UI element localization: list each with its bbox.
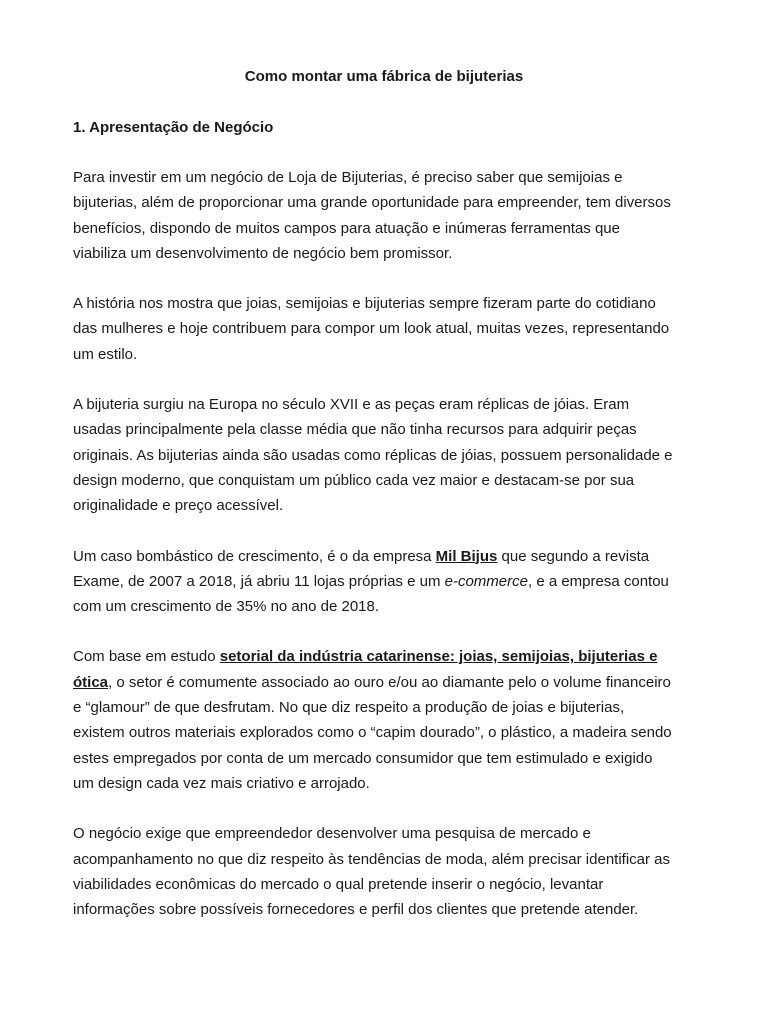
paragraph-line: O negócio exige que empreendedor desenvolver uma pesquisa de mercado e: [73, 825, 591, 843]
paragraph-line: e “glamour” de que desfrutam. No que diz respeito a produção de joias e bijuterias,: [73, 699, 625, 717]
text-run: Um caso bombástico de crescimento, é o da empresa: [73, 547, 436, 565]
study-link[interactable]: setorial da indústria catarinense: joias, semijoias, bijuterias e: [219, 648, 658, 666]
paragraph-line: design moderno, que conquistam um público cada vez maior e destacam-se por sua: [73, 471, 635, 489]
document-title: Como montar uma fábrica de bijuterias: [244, 68, 524, 85]
paragraph-line: originais. As bijuterias ainda são usadas como réplicas de jóias, possuem personalidade e: [73, 446, 673, 464]
paragraph-line: A história nos mostra que joias, semijoias e bijuterias sempre fizeram parte do cotidiano: [73, 295, 656, 313]
text-run: , o setor é comumente associado ao ouro e/ou ao diamante pelo o volume financeiro: [108, 673, 671, 691]
paragraph-line: um estilo.: [73, 345, 138, 363]
section-heading: 1. Apresentação de Negócio: [73, 119, 274, 136]
paragraph-line: originalidade e preço acessível.: [73, 497, 284, 515]
emphasis-text: e-commerce: [444, 572, 528, 590]
mil-bijus-link[interactable]: Mil Bijus: [435, 547, 498, 565]
paragraph-6: [73, 821, 695, 922]
paragraph-line: Para investir em um negócio de Loja de Bijuterias, é preciso saber que semijoias e: [73, 169, 623, 186]
study-link-continued[interactable]: ótica: [73, 673, 109, 691]
paragraph-line: usadas principalmente pela classe média que não tinha recursos para adquirir peças: [73, 421, 637, 439]
paragraph-line: viabiliza um desenvolvimento de negócio bem promissor.: [73, 244, 453, 262]
document-body: [73, 165, 695, 947]
paragraph-line: viabilidades econômicas do mercado o qual pretende inserir o negócio, levantar: [73, 875, 604, 893]
paragraph-line: das mulheres e hoje contribuem para compor um look atual, muitas vezes, representando: [73, 320, 670, 338]
paragraph-line: benefícios, dispondo de muitos campos para atuação e inúmeras ferramentas que: [73, 219, 620, 237]
paragraph-line: bijuterias, além de proporcionar uma grande oportunidade para empreender, tem diversos: [73, 194, 671, 212]
text-run: Exame, de 2007 a 2018, já abriu 11 lojas próprias e um: [73, 572, 445, 590]
paragraph-line: informações sobre possíveis fornecedores e perfil dos clientes que pretende atender.: [73, 901, 639, 919]
paragraph-2: [73, 291, 695, 367]
paragraph-4: [73, 544, 695, 620]
paragraph-line: acompanhamento no que diz respeito às tendências de moda, além precisar identificar as: [73, 850, 671, 868]
paragraph-line: um design cada vez mais criativo e arrojado.: [73, 774, 370, 792]
paragraph-line: A bijuteria surgiu na Europa no século XVII e as peças eram réplicas de jóias. Eram: [73, 396, 630, 414]
text-run: , e a empresa contou: [527, 572, 669, 590]
paragraph-line: com um crescimento de 35% no ano de 2018.: [73, 598, 380, 616]
paragraph-line: [73, 569, 695, 594]
text-run: Com base em estudo: [73, 648, 220, 666]
paragraph-5: [73, 644, 695, 796]
paragraph-line: existem outros materiais explorados como o “capim dourado”, o plástico, a madeira sendo: [73, 724, 672, 742]
paragraph-line: estes empregados por conta de um mercado consumidor que tem estimulado e exigido: [73, 749, 653, 767]
paragraph-3: [73, 392, 695, 518]
paragraph-line: [73, 644, 695, 669]
text-run: que segundo a revista: [497, 547, 650, 565]
paragraph-1: [73, 165, 695, 266]
paragraph-line: [73, 544, 695, 569]
paragraph-line: [73, 670, 695, 695]
